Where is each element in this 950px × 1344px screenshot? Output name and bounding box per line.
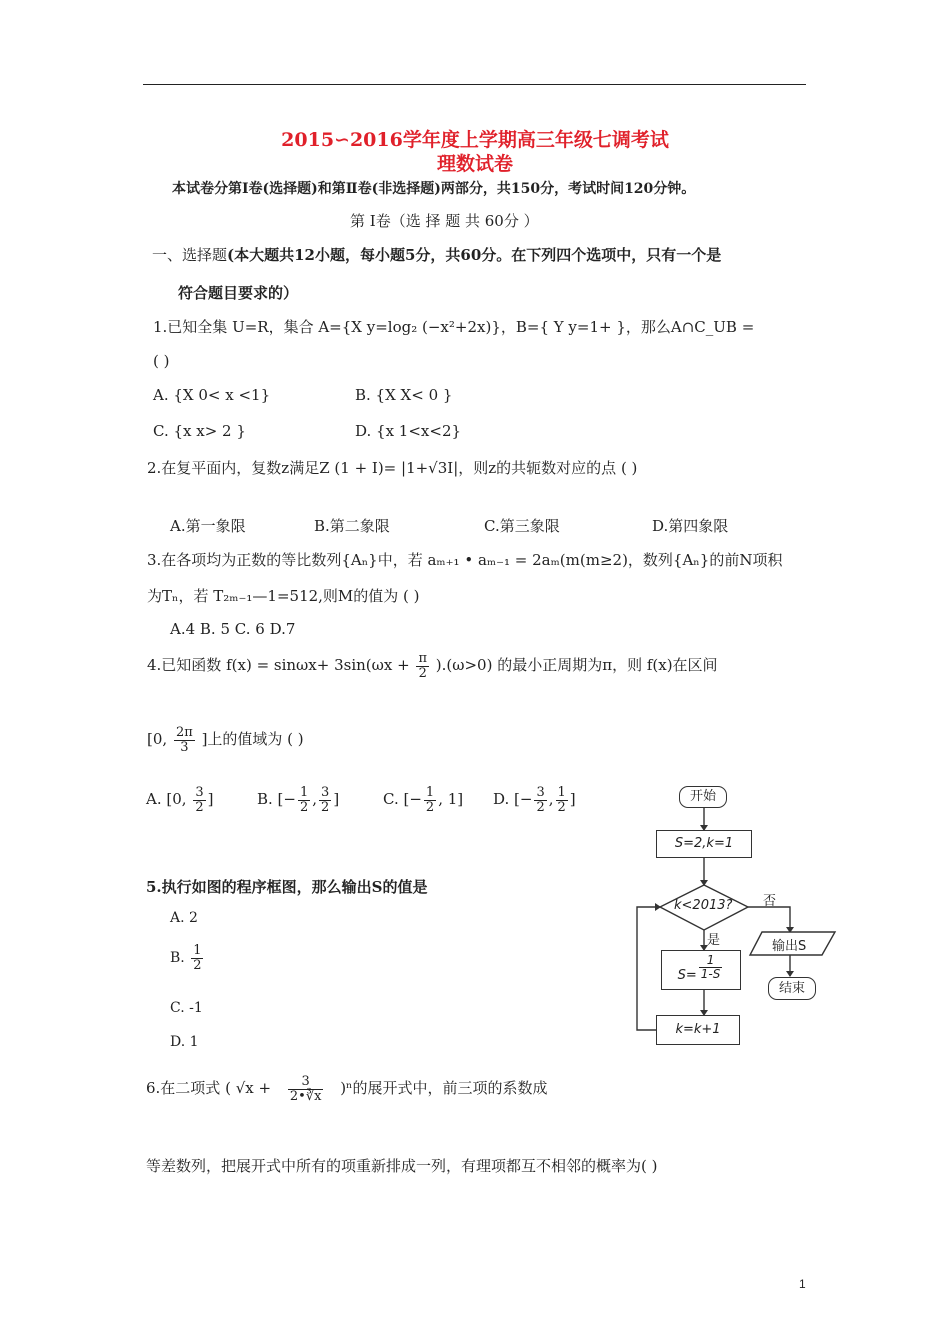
q5-option-c: C. -1 xyxy=(170,1000,203,1016)
q1-option-a: A. {X 0< x <1} xyxy=(153,386,271,404)
flowchart-assign-num: 1 xyxy=(699,954,723,968)
q2-stem: 2.在复平面内，复数z满足Z (1 + I)= |1+√3I|，则z的共轭数对应的点 ( ) xyxy=(147,459,638,477)
q2-option-a: A.第一象限 xyxy=(170,517,246,535)
q4-option-a: A. [0, $\frac{3}{2}$ ] xyxy=(146,785,214,815)
q6-frac-num: 3 xyxy=(288,1075,324,1090)
section1-label: 一、选择题 xyxy=(152,246,228,264)
q1-option-c: C. {x x> 2 } xyxy=(153,422,246,440)
q5-option-d: D. 1 xyxy=(170,1034,199,1050)
q5-opt-b-frac: $\frac{1}{2}$ xyxy=(193,943,202,973)
q4-stem-b: ).(ω>0) 的最小正周期为π，则 f(x)在区间 xyxy=(435,656,718,675)
q6-sqrt-x: √x xyxy=(235,1079,254,1098)
q1-paren: ( ) xyxy=(153,352,170,370)
q2-option-c: C.第三象限 xyxy=(484,517,560,535)
q5-opt-b-label: B. xyxy=(170,950,185,967)
q6-fraction xyxy=(288,1075,324,1103)
exam-intro: 本试卷分第Ⅰ卷(选择题)和第Ⅱ卷(非选择题)两部分，共150分，考试时间120分钟。 xyxy=(172,181,696,197)
q1-option-b: B. {X X< 0 } xyxy=(355,386,453,404)
q1-stem: 1.已知全集 U=R，集合 A={X y=log₂ (−x²+2x)}，B={ Y y=1+ }，那么A∩C_UB = xyxy=(153,318,755,336)
q1-option-d: D. {x 1<x<2} xyxy=(355,422,462,440)
q2-option-b: B.第二象限 xyxy=(314,517,390,535)
flowchart-output: 输出S xyxy=(772,939,807,954)
flowchart-assign-frac xyxy=(699,954,723,980)
q4-range-a: [0, xyxy=(147,730,168,749)
q4-opt-c-label: C. [− xyxy=(383,790,422,809)
flowchart-yes-label: 是 xyxy=(707,933,721,948)
q4-opt-a-frac: $\frac{3}{2}$ xyxy=(195,785,204,815)
q6-stem-b: )ⁿ的展开式中，前三项的系数成 xyxy=(340,1079,548,1098)
part1-title: 第 Ⅰ卷（选 择 题 共 60分 ） xyxy=(350,212,539,230)
flowchart-init: S=2,k=1 xyxy=(656,830,752,858)
q6-stem-line2: 等差数列，把展开式中所有的项重新排成一列，有理项都互不相邻的概率为( ) xyxy=(146,1157,658,1175)
q6-frac-den: 2•∛x xyxy=(289,1088,322,1104)
flowchart-assign-den: 1-S xyxy=(700,966,721,981)
flowchart-increment: k=k+1 xyxy=(656,1015,740,1045)
q4-range-b: ]上的值域为 ( ) xyxy=(201,730,304,749)
q4-opt-d-label: D. [− xyxy=(493,790,533,809)
page-number: 1 xyxy=(799,1277,806,1291)
q4-option-d: D. [− $\frac{3}{2}$ , $\frac{1}{2}$ ] xyxy=(493,785,576,815)
q4-option-b: B. [− $\frac{1}{2}$ , $\frac{3}{2}$ ] xyxy=(257,785,340,815)
flowchart-assign xyxy=(661,950,741,990)
section1-heading-line2: 符合题目要求的） xyxy=(178,284,299,302)
section1-instructions: (本大题共12小题，每小题5分，共60分。在下列四个选项中，只有一个是 xyxy=(227,246,722,264)
q4-range-den: 3 xyxy=(180,739,189,755)
q4-opt-a-label: A. [0, xyxy=(146,790,187,809)
flowchart-no-label: 否 xyxy=(763,894,777,909)
flowchart-assign-s: S= xyxy=(677,967,697,983)
q3-stem-line2: 为Tₙ，若 T₂ₘ₋₁—1=512,则M的值为 ( ) xyxy=(147,587,420,605)
q3-stem-line1: 3.在各项均为正数的等比数列{Aₙ}中，若 aₘ₊₁ • aₘ₋₁ = 2aₘ(m(m≥2)，数列{Aₙ}的前N项积 xyxy=(147,551,783,569)
flowchart-end: 结束 xyxy=(768,977,816,1000)
q4-range-num: 2π xyxy=(175,725,193,740)
q6-stem-a: 6.在二项式 ( xyxy=(146,1079,231,1098)
q4-frac-den: 2 xyxy=(418,665,427,681)
q2-option-d: D.第四象限 xyxy=(652,517,729,535)
q4-stem-a: 4.已知函数 f(x) = sinωx+ 3sin(ωx + xyxy=(147,656,410,675)
q5-stem: 5.执行如图的程序框图，那么输出S的值是 xyxy=(146,878,428,896)
flowchart-condition: k<2013? xyxy=(674,898,733,913)
q5-option-a: A. 2 xyxy=(170,910,198,926)
q4-option-c: C. [− $\frac{1}{2}$ , 1] xyxy=(383,785,464,815)
flowchart-start: 开始 xyxy=(679,786,727,808)
q4-opt-b-label: B. [− xyxy=(257,790,296,809)
exam-title: 2015∽2016学年度上学期高三年级七调考试 xyxy=(281,129,669,151)
q4-frac-num: π xyxy=(418,651,427,666)
q3-options: A.4 B. 5 C. 6 D.7 xyxy=(170,620,296,638)
exam-subtitle: 理数试卷 xyxy=(436,153,513,175)
q6-stem: 6.在二项式 ( √x + $\frac{3}{2•∛x}$ )ⁿ的展开式中，前三项的系数成 xyxy=(146,1074,548,1104)
